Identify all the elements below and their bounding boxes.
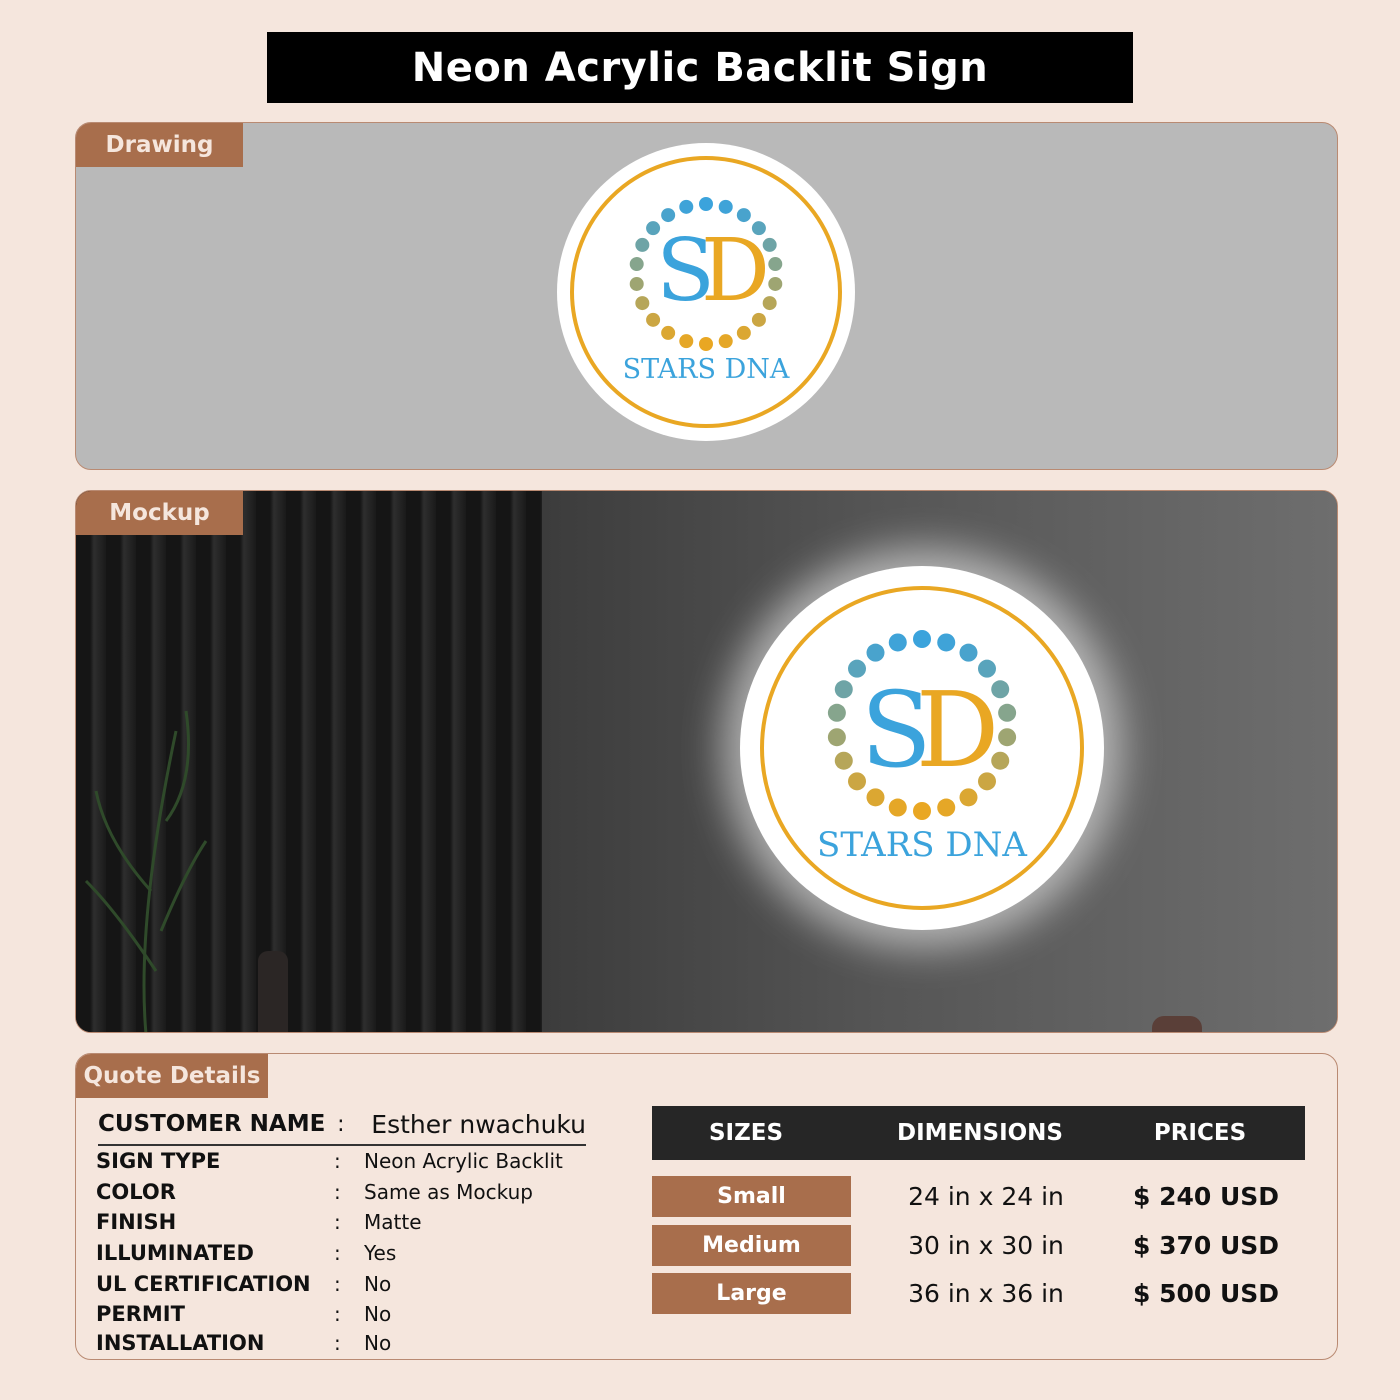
field-finish [96,1207,656,1237]
logo-bead [867,644,885,662]
drawing-monogram-s: S [656,221,701,321]
logo-bead [937,633,955,651]
field-permit [96,1299,656,1329]
plant-icon [76,671,216,1033]
logo-bead [937,799,955,817]
field-color [96,1177,656,1207]
field-label: PERMIT [96,1302,185,1326]
size-large-button[interactable]: Large [652,1273,851,1314]
price-large: $ 500 USD [1132,1279,1280,1308]
logo-bead [661,208,675,222]
field-illuminated [96,1238,656,1268]
field-label: UL CERTIFICATION [96,1272,311,1296]
quote-tag: Quote Details [76,1054,268,1098]
mockup-monogram-s: S [860,669,916,791]
logo-bead [913,630,931,648]
mockup-brand-text: STARS DNA [817,825,1027,865]
field-colon: : [334,1331,341,1355]
field-label: COLOR [96,1180,176,1204]
price-small: $ 240 USD [1132,1182,1280,1211]
field-installation [96,1328,656,1358]
quote-panel [75,1053,1338,1360]
customer-name: Esther nwachuku [371,1109,586,1139]
logo-bead [889,633,907,651]
drawing-tag: Drawing [76,123,243,167]
field-label: INSTALLATION [96,1331,265,1355]
logo-bead [959,644,977,662]
logo-bead [737,326,751,340]
field-label: ILLUMINATED [96,1241,254,1265]
logo-bead [679,200,693,214]
mockup-monogram-d: D [915,669,984,791]
field-ul-certification [96,1269,656,1299]
field-colon: : [334,1241,341,1265]
field-label: FINISH [96,1210,177,1234]
customer-row [98,1104,586,1146]
field-colon: : [334,1149,341,1173]
dimension-large: 36 in x 36 in [908,1279,1064,1308]
logo-bead [867,788,885,806]
field-value: Yes [364,1241,397,1265]
dimension-medium: 30 in x 30 in [908,1231,1064,1260]
header-prices: PRICES [1153,1120,1247,1146]
page-title: Neon Acrylic Backlit Sign [267,32,1133,103]
drawing-brand-text: STARS DNA [622,354,790,385]
field-value: No [364,1272,392,1296]
field-colon: : [334,1272,341,1296]
field-colon: : [334,1180,341,1204]
mockup-panel [75,490,1338,1033]
field-value: Matte [364,1210,422,1234]
mockup-tag: Mockup [76,491,243,535]
size-medium-button[interactable]: Medium [652,1225,851,1266]
mockup-monogram [740,669,1104,791]
logo-bead [719,334,733,348]
field-label: SIGN TYPE [96,1149,221,1173]
field-value: No [364,1302,392,1326]
logo-bead [889,799,907,817]
logo-bead [719,200,733,214]
size-small-button[interactable]: Small [652,1176,851,1217]
logo-bead [699,337,713,351]
customer-label: CUSTOMER NAME [98,1111,326,1137]
drawing-panel [75,122,1338,470]
field-colon: : [334,1210,341,1234]
logo-bead [913,802,931,820]
logo-bead [661,326,675,340]
field-value: No [364,1331,392,1355]
pricing-table-header [652,1106,1305,1160]
field-value: Neon Acrylic Backlit [364,1149,563,1173]
logo-bead [959,788,977,806]
header-dimensions: DIMENSIONS [897,1120,1063,1146]
logo-bead [679,334,693,348]
vase [258,951,288,1033]
drawing-monogram [557,221,855,321]
logo-bead [699,197,713,211]
bowl [1152,1016,1202,1033]
customer-colon: : [337,1111,345,1137]
logo-bead [737,208,751,222]
dimension-small: 24 in x 24 in [908,1182,1064,1211]
field-value: Same as Mockup [364,1180,533,1204]
field-sign-type [96,1146,656,1176]
field-colon: : [334,1302,341,1326]
drawing-monogram-d: D [700,221,756,321]
header-sizes: SIZES [708,1120,784,1146]
price-medium: $ 370 USD [1132,1231,1280,1260]
